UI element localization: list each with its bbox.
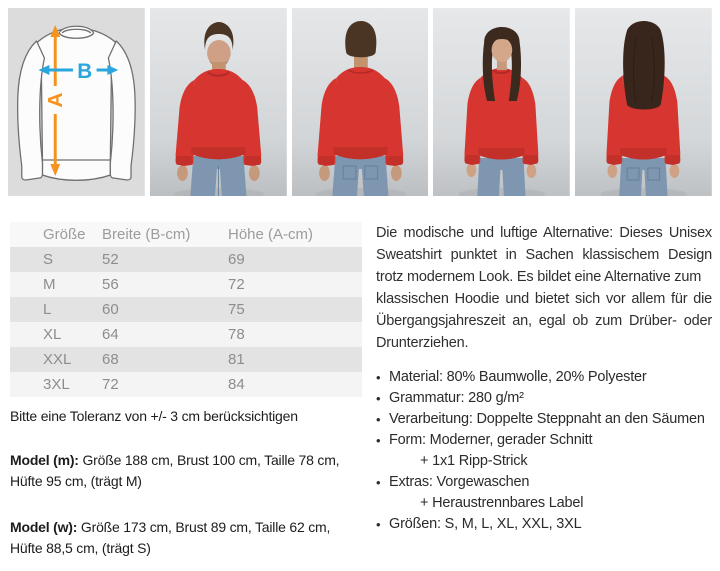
feature-text: Grammatur: 280 g/m² [389,390,524,406]
tolerance-note: Bitte eine Toleranz von +/- 3 cm berücksichtigen [10,408,298,424]
table-row [10,297,362,322]
bullet-icon: • [376,433,381,448]
cell-height: 72 [228,276,245,293]
cell-size: M [43,276,56,293]
model-m-details: Größe 188 cm, Brust 100 cm, Taille 78 cm, Hüfte 95 cm, (trägt M) [10,452,340,489]
cell-height: 84 [228,376,245,393]
feature-item [376,388,712,409]
feature-item-continuation [376,451,712,472]
width-arrow-label: B [77,59,93,84]
model-m-info [10,450,362,491]
model-female-front-illustration [433,8,570,196]
model-male-back-illustration [292,8,429,196]
sweatshirt-outline-drawing [18,26,136,180]
cell-size: 3XL [43,376,70,393]
size-diagram-image [8,8,145,196]
model-w-label: Model (w): [10,519,78,535]
model-w-details: Größe 173 cm, Brust 89 cm, Taille 62 cm, Hüfte 88,5 cm, (trägt S) [10,519,331,556]
col-header-size: Größe [43,226,86,243]
model-male-front-illustration [150,8,287,196]
table-row [10,322,362,347]
feature-text: Größen: S, M, L, XL, XXL, 3XL [389,516,582,532]
photo-model-female-back [575,8,712,196]
feature-text: Form: Moderner, gerader Schnitt [389,432,593,448]
feature-item [376,430,712,451]
cell-width: 56 [102,276,119,293]
bullet-icon: • [376,391,381,406]
height-arrow-label: A [44,92,68,108]
cell-size: S [43,251,54,268]
table-row [10,247,362,272]
product-images-row [0,0,720,196]
description-paragraph: klassischen Hoodie und bietet sich vor allem für die Übergangsjahreszeit an, egal ob zum Drüber- oder Drunterziehen. [376,291,712,351]
feature-item [376,367,712,388]
photo-model-female-front [433,8,570,196]
table-row [10,372,362,397]
feature-text: + 1x1 Ripp-Strick [420,453,528,469]
feature-text: Extras: Vorgewaschen [389,474,530,490]
table-row [10,347,362,372]
face [492,38,513,62]
cell-width: 72 [102,376,119,393]
feature-text: Material: 80% Baumwolle, 20% Polyester [389,369,647,385]
size-table-header-row [10,222,362,247]
description-column [376,222,712,535]
photo-model-male-back [292,8,429,196]
cell-height: 81 [228,351,245,368]
model-m-label: Model (m): [10,452,79,468]
product-description [376,222,712,354]
cell-height: 69 [228,251,245,268]
feature-item [376,514,712,535]
photo-model-male-front [150,8,287,196]
cell-width: 60 [102,301,119,318]
cell-width: 64 [102,326,119,343]
bullet-icon: • [376,370,381,385]
size-diagram-svg [8,8,145,196]
bullet-icon: • [376,517,381,532]
bullet-icon: • [376,412,381,427]
feature-item [376,409,712,430]
cell-size: XXL [43,351,72,368]
description-paragraph: Die modische und luftige Alternative: Dieses Unisex Sweatshirt punktet in Sachen klassischem Design trotz modernem Look. Es bildet eine Alternative zum [376,225,712,285]
col-header-width: Breite (B-cm) [102,226,191,243]
feature-text: + Heraustrennbares Label [420,495,584,511]
cell-width: 68 [102,351,119,368]
bullet-icon: • [376,475,381,490]
feature-item-continuation [376,493,712,514]
model-female-back-illustration [575,8,712,196]
cell-height: 78 [228,326,245,343]
size-column [10,222,362,558]
feature-text: Verarbeitung: Doppelte Steppnaht an den Säumen [389,411,705,427]
cell-width: 52 [102,251,119,268]
col-header-height: Höhe (A-cm) [228,226,314,243]
table-row [10,272,362,297]
hair [345,21,376,57]
feature-list [376,367,712,535]
product-details [0,222,720,558]
cell-height: 75 [228,301,245,318]
cell-size: XL [43,326,62,343]
cell-size: L [43,301,52,318]
hair [623,21,665,110]
model-w-info [10,517,362,558]
feature-item [376,472,712,493]
size-table [10,222,362,397]
